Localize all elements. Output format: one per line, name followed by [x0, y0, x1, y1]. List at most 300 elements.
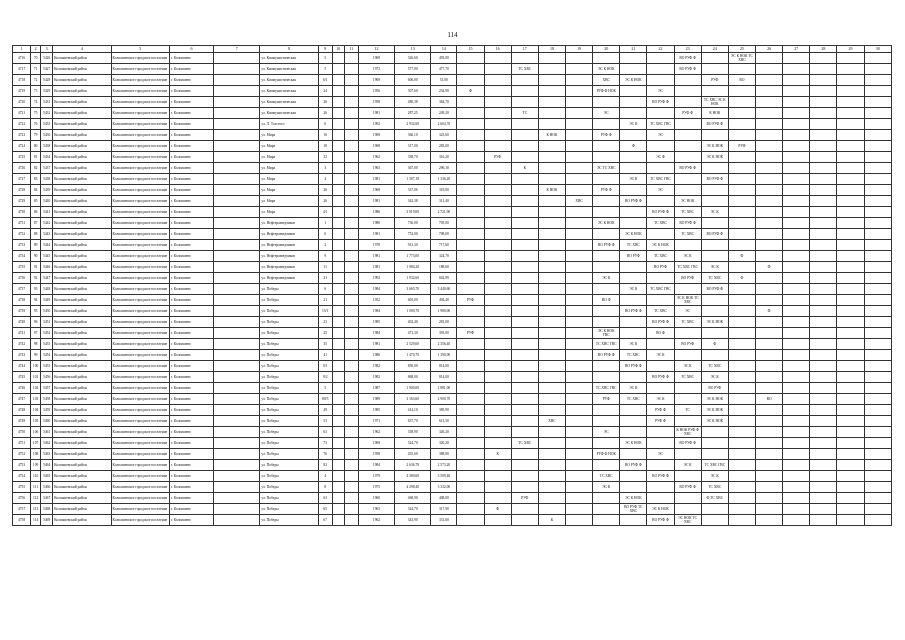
cell-area_live: 320,20 — [431, 438, 457, 449]
cell-street: ул. Коммунистическая — [260, 64, 318, 75]
cell-c21: ЭС К НОК — [620, 229, 647, 240]
cell-area_total: 606,00 — [395, 75, 431, 86]
cell-house: 15/1 — [318, 306, 332, 317]
cell-c18 — [538, 438, 565, 449]
table-row — [13, 141, 892, 152]
cell-c17 — [511, 218, 538, 229]
cell-p: 96 — [31, 317, 41, 328]
cell-c15 — [457, 174, 484, 185]
cell-c26 — [756, 75, 783, 86]
cell-c19 — [566, 405, 593, 416]
cell-empty — [214, 372, 260, 383]
cell-p: 111 — [31, 482, 41, 493]
cell-c28 — [810, 328, 837, 339]
cell-id: 5464 — [41, 460, 53, 471]
cell-c22: ЭС К — [647, 350, 674, 361]
cell-c22: ВО РУФ Ф — [647, 372, 674, 383]
cell-empty — [214, 185, 260, 196]
cell-id: 5455 — [41, 361, 53, 372]
cell-c24 — [701, 515, 728, 526]
cell-town: г. Колпашево — [169, 64, 213, 75]
cell-area_total: 4 298,40 — [395, 482, 431, 493]
cell-c16 — [484, 427, 511, 438]
cell-c15: РУФ — [457, 328, 484, 339]
cell-street: ул. Коммунистическая — [260, 75, 318, 86]
cell-c15 — [457, 130, 484, 141]
cell-c17 — [511, 427, 538, 438]
cell-c25 — [728, 284, 755, 295]
cell-c26 — [756, 405, 783, 416]
cell-settlement: Колпашевское городское поселение — [111, 460, 169, 471]
cell-c21: ВО РУФ Ф — [620, 306, 647, 317]
cell-town: г. Колпашево — [169, 493, 213, 504]
cell-c15 — [457, 284, 484, 295]
cell-district: Колпашевский район — [53, 383, 111, 394]
cell-c19 — [566, 141, 593, 152]
cell-c16 — [484, 361, 511, 372]
cell-area_live: 317,90 — [431, 504, 457, 515]
cell-c15 — [457, 471, 484, 482]
cell-c20: ТС ХВС ГВС — [593, 383, 620, 394]
table-row — [13, 130, 892, 141]
cell-settlement: Колпашевское городское поселение — [111, 350, 169, 361]
cell-c27 — [783, 207, 810, 218]
cell-c19 — [566, 152, 593, 163]
cell-empty — [214, 427, 260, 438]
cell-c27 — [783, 174, 810, 185]
cell-district: Колпашевский район — [53, 251, 111, 262]
cell-house: 4/1 — [318, 207, 332, 218]
cell-town: г. Колпашево — [169, 75, 213, 86]
cell-area_total: 868,00 — [395, 372, 431, 383]
cell-c28 — [810, 229, 837, 240]
cell-c28 — [810, 141, 837, 152]
table-row — [13, 427, 892, 438]
cell-district: Колпашевский район — [53, 262, 111, 273]
cell-area_total: 1 773,00 — [395, 251, 431, 262]
cell-area_live: 2 573,20 — [431, 460, 457, 471]
cell-c22: ТС ХВС ГВС — [647, 174, 674, 185]
cell-c17 — [511, 75, 538, 86]
cell-area_total: 367,00 — [395, 163, 431, 174]
cell-empty — [214, 97, 260, 108]
cell-c16 — [484, 306, 511, 317]
column-number-cell: 6 — [169, 46, 213, 53]
cell-c16 — [484, 141, 511, 152]
cell-empty — [214, 218, 260, 229]
cell-empty — [214, 207, 260, 218]
cell-id: 5452 — [41, 328, 53, 339]
cell-c30 — [864, 75, 891, 86]
cell-c15 — [457, 383, 484, 394]
cell-c29 — [837, 372, 864, 383]
cell-street: ул. Победы — [260, 383, 318, 394]
cell-house: 2 — [318, 240, 332, 251]
column-number-cell: 23 — [674, 46, 701, 53]
cell-c27 — [783, 262, 810, 273]
cell-c16 — [484, 372, 511, 383]
cell-empty — [344, 515, 358, 526]
cell-c19 — [566, 460, 593, 471]
cell-n: 4723 — [13, 130, 31, 141]
cell-house: 5 — [318, 64, 332, 75]
cell-c22 — [647, 493, 674, 504]
cell-c15 — [457, 317, 484, 328]
cell-empty — [332, 504, 344, 515]
cell-area_live: 296,10 — [431, 163, 457, 174]
cell-area_total: 577,90 — [395, 64, 431, 75]
cell-street: ул. Нефтеразведчиков — [260, 240, 318, 251]
cell-p: 103 — [31, 394, 41, 405]
cell-town: г. Колпашево — [169, 262, 213, 273]
cell-c20: ТС ХВС — [593, 471, 620, 482]
cell-c26 — [756, 372, 783, 383]
cell-c23 — [674, 130, 701, 141]
cell-empty — [332, 471, 344, 482]
cell-c25 — [728, 405, 755, 416]
cell-c28 — [810, 416, 837, 427]
cell-c16 — [484, 97, 511, 108]
cell-c25 — [728, 295, 755, 306]
cell-settlement: Колпашевское городское поселение — [111, 383, 169, 394]
cell-c22 — [647, 482, 674, 493]
cell-c26 — [756, 493, 783, 504]
cell-c25 — [728, 449, 755, 460]
cell-c26 — [756, 185, 783, 196]
cell-c23: ВО РУФ Ф — [674, 163, 701, 174]
cell-id: 5457 — [41, 383, 53, 394]
cell-c15 — [457, 306, 484, 317]
cell-p: 106 — [31, 427, 41, 438]
cell-street: ул. Нефтеразведчиков — [260, 229, 318, 240]
cell-c27 — [783, 108, 810, 119]
cell-c15 — [457, 273, 484, 284]
cell-empty — [214, 240, 260, 251]
cell-c18 — [538, 372, 565, 383]
cell-c30 — [864, 383, 891, 394]
cell-empty — [332, 229, 344, 240]
cell-c18 — [538, 394, 565, 405]
cell-c25 — [728, 416, 755, 427]
cell-house: 24 — [318, 86, 332, 97]
cell-empty — [344, 383, 358, 394]
cell-c21 — [620, 317, 647, 328]
cell-c30 — [864, 141, 891, 152]
cell-settlement: Колпашевское городское поселение — [111, 273, 169, 284]
table-row — [13, 350, 892, 361]
cell-c28 — [810, 53, 837, 64]
cell-c18 — [538, 75, 565, 86]
cell-c27 — [783, 53, 810, 64]
cell-district: Колпашевский район — [53, 207, 111, 218]
cell-empty — [344, 372, 358, 383]
cell-settlement: Колпашевское городское поселение — [111, 471, 169, 482]
cell-c30 — [864, 493, 891, 504]
cell-street: ул. Победы — [260, 339, 318, 350]
cell-empty — [344, 504, 358, 515]
cell-c26 — [756, 295, 783, 306]
cell-c30 — [864, 460, 891, 471]
cell-c16 — [484, 75, 511, 86]
cell-year: 1952 — [358, 295, 394, 306]
cell-c22: ТС ХВС — [647, 306, 674, 317]
cell-c29 — [837, 262, 864, 273]
cell-c18 — [538, 284, 565, 295]
cell-c20 — [593, 97, 620, 108]
cell-c23: ТС ХВС — [674, 229, 701, 240]
cell-c19 — [566, 284, 593, 295]
cell-area_live: 319,00 — [431, 185, 457, 196]
cell-p: 88 — [31, 229, 41, 240]
cell-c27 — [783, 394, 810, 405]
cell-c15 — [457, 515, 484, 526]
cell-c23 — [674, 504, 701, 515]
cell-c30 — [864, 163, 891, 174]
cell-empty — [214, 504, 260, 515]
cell-house: 4 — [318, 174, 332, 185]
cell-c20 — [593, 152, 620, 163]
cell-area_live: 814,00 — [431, 372, 457, 383]
cell-house: 9 — [318, 251, 332, 262]
cell-settlement: Колпашевское городское поселение — [111, 493, 169, 504]
cell-area_total: 307,60 — [395, 86, 431, 97]
cell-c24: РУФ — [701, 75, 728, 86]
cell-c21 — [620, 163, 647, 174]
cell-c15 — [457, 141, 484, 152]
cell-c30 — [864, 218, 891, 229]
cell-c30 — [864, 416, 891, 427]
cell-c19 — [566, 119, 593, 130]
cell-c22 — [647, 53, 674, 64]
cell-c24: ВО РУФ — [701, 383, 728, 394]
cell-area_live: 3 440,60 — [431, 284, 457, 295]
cell-c16 — [484, 416, 511, 427]
cell-c27 — [783, 185, 810, 196]
cell-c25 — [728, 361, 755, 372]
cell-c30 — [864, 64, 891, 75]
cell-c26 — [756, 361, 783, 372]
cell-c16 — [484, 251, 511, 262]
cell-c29 — [837, 251, 864, 262]
cell-year: 1969 — [358, 75, 394, 86]
cell-area_live: 705,00 — [431, 218, 457, 229]
cell-area_live: 188,60 — [431, 262, 457, 273]
cell-c27 — [783, 416, 810, 427]
cell-c18 — [538, 460, 565, 471]
cell-id: 5461 — [41, 427, 53, 438]
cell-settlement: Колпашевское городское поселение — [111, 86, 169, 97]
cell-c19 — [566, 515, 593, 526]
cell-c29 — [837, 229, 864, 240]
cell-area_total: 414,10 — [395, 405, 431, 416]
cell-area_live: 249,20 — [431, 108, 457, 119]
cell-c28 — [810, 218, 837, 229]
cell-c18 — [538, 262, 565, 273]
cell-c17 — [511, 449, 538, 460]
cell-town: г. Колпашево — [169, 240, 213, 251]
cell-c21: ВО РУФ ТС ХВС — [620, 504, 647, 515]
cell-area_total: 324,70 — [395, 438, 431, 449]
cell-town: г. Колпашево — [169, 119, 213, 130]
cell-c17 — [511, 339, 538, 350]
cell-n: 4732 — [13, 229, 31, 240]
cell-c20 — [593, 372, 620, 383]
cell-c22 — [647, 295, 674, 306]
cell-settlement: Колпашевское городское поселение — [111, 152, 169, 163]
cell-district: Колпашевский район — [53, 108, 111, 119]
cell-c17 — [511, 471, 538, 482]
cell-c20 — [593, 207, 620, 218]
cell-id: 5458 — [41, 394, 53, 405]
table-row — [13, 460, 892, 471]
cell-empty — [214, 328, 260, 339]
cell-c24 — [701, 306, 728, 317]
cell-c20: РУФ — [593, 394, 620, 405]
cell-c21: ЭС К — [620, 383, 647, 394]
cell-empty — [332, 405, 344, 416]
cell-town: г. Колпашево — [169, 141, 213, 152]
cell-area_live: 2 356,40 — [431, 339, 457, 350]
cell-c26 — [756, 152, 783, 163]
cell-town: г. Колпашево — [169, 306, 213, 317]
cell-empty — [332, 262, 344, 273]
cell-c15 — [457, 482, 484, 493]
cell-c26 — [756, 449, 783, 460]
cell-c29 — [837, 350, 864, 361]
cell-c17: ТС ХВС — [511, 64, 538, 75]
cell-n: 4748 — [13, 405, 31, 416]
cell-c22 — [647, 196, 674, 207]
cell-c20: ЭС — [593, 108, 620, 119]
cell-town: г. Колпашево — [169, 504, 213, 515]
column-number-cell: 4 — [53, 46, 111, 53]
column-number-cell: 11 — [344, 46, 358, 53]
cell-c19 — [566, 185, 593, 196]
table-row — [13, 119, 892, 130]
cell-street: ул. Мира — [260, 141, 318, 152]
cell-empty — [214, 416, 260, 427]
cell-district: Колпашевский район — [53, 53, 111, 64]
cell-empty — [344, 284, 358, 295]
cell-p: 94 — [31, 295, 41, 306]
cell-c16: К — [484, 449, 511, 460]
cell-p: 107 — [31, 438, 41, 449]
cell-c18 — [538, 427, 565, 438]
cell-settlement: Колпашевское городское поселение — [111, 482, 169, 493]
cell-n: 4717 — [13, 64, 31, 75]
column-number-cell: 25 — [728, 46, 755, 53]
cell-c27 — [783, 339, 810, 350]
table-row — [13, 64, 892, 75]
cell-c18 — [538, 64, 565, 75]
cell-empty — [332, 108, 344, 119]
cell-n: 4736 — [13, 273, 31, 284]
cell-id: 5437 — [41, 163, 53, 174]
column-number-cell: 9 — [318, 46, 332, 53]
cell-year: 1980 — [358, 218, 394, 229]
cell-c16 — [484, 394, 511, 405]
cell-c18 — [538, 317, 565, 328]
cell-district: Колпашевский район — [53, 350, 111, 361]
cell-area_total: 752,00 — [395, 229, 431, 240]
cell-empty — [332, 460, 344, 471]
cell-empty — [344, 427, 358, 438]
cell-c22 — [647, 108, 674, 119]
cell-c26 — [756, 119, 783, 130]
cell-area_live: 1 390,00 — [431, 350, 457, 361]
cell-c18 — [538, 207, 565, 218]
cell-c20 — [593, 196, 620, 207]
cell-area_total: 3 163,60 — [395, 394, 431, 405]
cell-c25 — [728, 493, 755, 504]
cell-c19 — [566, 438, 593, 449]
cell-c15 — [457, 251, 484, 262]
cell-empty — [344, 405, 358, 416]
column-number-cell: 26 — [756, 46, 783, 53]
table-row — [13, 108, 892, 119]
cell-house: 6 — [318, 119, 332, 130]
cell-c15 — [457, 108, 484, 119]
cell-c30 — [864, 108, 891, 119]
cell-c26 — [756, 416, 783, 427]
cell-settlement: Колпашевское городское поселение — [111, 75, 169, 86]
cell-empty — [332, 438, 344, 449]
cell-c18: ХВС — [538, 416, 565, 427]
cell-c24 — [701, 438, 728, 449]
cell-house: 67 — [318, 515, 332, 526]
cell-p: 92 — [31, 273, 41, 284]
cell-id: 5438 — [41, 174, 53, 185]
cell-p: 73 — [31, 86, 41, 97]
cell-c24: ТС ХВС ЭС К НОК — [701, 97, 728, 108]
cell-c23 — [674, 284, 701, 295]
cell-c29 — [837, 416, 864, 427]
cell-empty — [214, 262, 260, 273]
cell-c27 — [783, 240, 810, 251]
cell-street: ул. Мира — [260, 185, 318, 196]
cell-c26 — [756, 97, 783, 108]
cell-c23 — [674, 75, 701, 86]
cell-c16 — [484, 240, 511, 251]
cell-c17: ТС ХВС — [511, 438, 538, 449]
cell-district: Колпашевский район — [53, 273, 111, 284]
cell-c18 — [538, 86, 565, 97]
cell-settlement: Колпашевское городское поселение — [111, 427, 169, 438]
cell-c20 — [593, 306, 620, 317]
cell-c25 — [728, 152, 755, 163]
cell-town: г. Колпашево — [169, 251, 213, 262]
cell-c30 — [864, 350, 891, 361]
cell-n: 4727 — [13, 174, 31, 185]
cell-c29 — [837, 361, 864, 372]
cell-c18 — [538, 218, 565, 229]
cell-c26: Ф — [756, 262, 783, 273]
cell-c18 — [538, 504, 565, 515]
cell-year: 1969 — [358, 53, 394, 64]
cell-c20: ЭС К НОК — [593, 218, 620, 229]
cell-settlement: Колпашевское городское поселение — [111, 284, 169, 295]
cell-c29 — [837, 515, 864, 526]
cell-empty — [344, 97, 358, 108]
cell-district: Колпашевский район — [53, 295, 111, 306]
cell-p: 87 — [31, 218, 41, 229]
column-number-cell: 18 — [538, 46, 565, 53]
cell-c18 — [538, 141, 565, 152]
cell-c29 — [837, 339, 864, 350]
cell-n: 4754 — [13, 471, 31, 482]
cell-p: 70 — [31, 53, 41, 64]
cell-district: Колпашевский район — [53, 130, 111, 141]
